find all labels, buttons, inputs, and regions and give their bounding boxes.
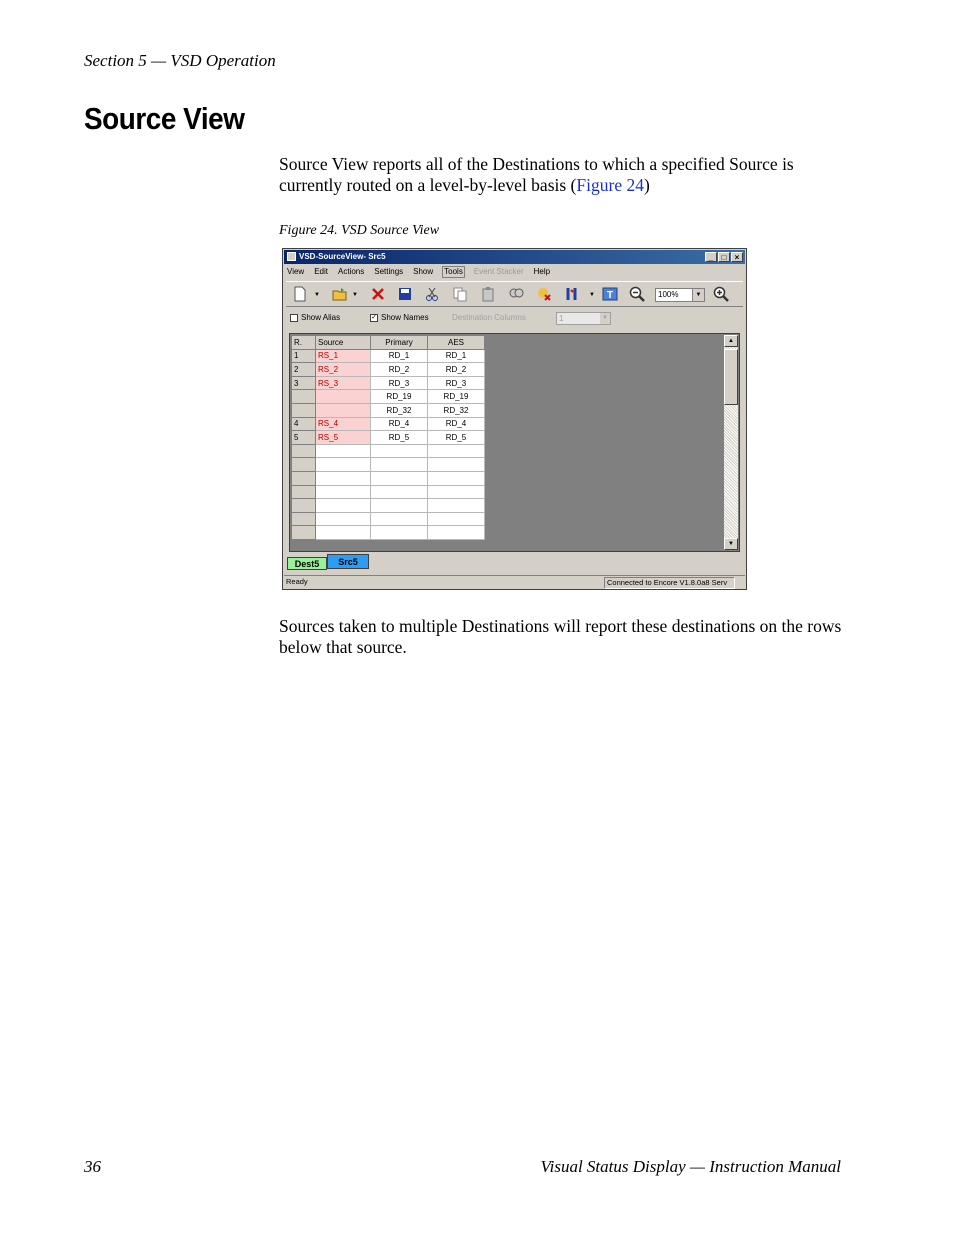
chevron-down-icon: ▼: [692, 289, 704, 301]
empty-cell[interactable]: [316, 512, 371, 526]
status-bar: [284, 575, 745, 588]
text-icon[interactable]: [602, 286, 618, 302]
empty-row: [292, 499, 485, 513]
tools-icon[interactable]: [564, 286, 580, 302]
source-cell[interactable]: RS_1: [316, 349, 371, 363]
show-alias-box[interactable]: [290, 314, 298, 322]
empty-cell[interactable]: [316, 458, 371, 472]
empty-cell[interactable]: [371, 499, 428, 513]
vsd-source-view-window: [282, 248, 747, 590]
empty-cell[interactable]: [316, 485, 371, 499]
table-row: [292, 363, 485, 377]
primary-cell[interactable]: RD_19: [371, 390, 428, 404]
empty-cell[interactable]: [292, 458, 316, 472]
chevron-down-icon: ▼: [600, 313, 610, 324]
menu-actions[interactable]: Actions: [338, 267, 365, 276]
source-cell[interactable]: RS_4: [316, 417, 371, 431]
empty-cell[interactable]: [428, 499, 485, 513]
menu-tools[interactable]: Tools: [444, 267, 463, 276]
save-icon[interactable]: [397, 286, 413, 302]
header-source[interactable]: Source: [316, 336, 371, 350]
app-icon: [287, 252, 296, 261]
empty-cell[interactable]: [292, 526, 316, 540]
empty-cell[interactable]: [371, 444, 428, 458]
empty-cell[interactable]: [428, 512, 485, 526]
menu-edit[interactable]: Edit: [314, 267, 328, 276]
destination-columns-value: 1: [559, 314, 564, 323]
empty-cell[interactable]: [371, 458, 428, 472]
menu-event-stacker: Event Stacker: [473, 267, 524, 276]
empty-row: [292, 458, 485, 472]
show-names-box[interactable]: ✓: [371, 313, 377, 321]
intro-paragraph: [279, 154, 849, 196]
row-number-cell: 4: [292, 417, 316, 431]
source-cell[interactable]: [316, 390, 371, 404]
empty-row: [292, 512, 485, 526]
intro-text: Source View reports all of the Destinations to which a specified Source is currently routed on a level-by-level basis (: [279, 154, 794, 195]
empty-row: [292, 526, 485, 540]
row-number-cell: 2: [292, 363, 316, 377]
close-button[interactable]: ×: [731, 252, 743, 262]
open-dropdown-icon[interactable]: ▼: [352, 292, 358, 298]
zoom-select[interactable]: [655, 288, 705, 302]
primary-cell[interactable]: RD_3: [371, 376, 428, 390]
empty-cell[interactable]: [371, 485, 428, 499]
delete-icon[interactable]: [370, 286, 386, 302]
grid-area: [289, 333, 740, 552]
scroll-up-icon[interactable]: ▲: [724, 335, 738, 347]
row-number-cell: [292, 390, 316, 404]
menu-settings[interactable]: Settings: [374, 267, 404, 276]
new-file-icon[interactable]: [292, 286, 308, 302]
source-cell[interactable]: RS_5: [316, 431, 371, 445]
empty-cell[interactable]: [316, 471, 371, 485]
empty-cell[interactable]: [428, 444, 485, 458]
show-alias-label: Show Alias: [301, 313, 341, 322]
page-number: 36: [84, 1157, 101, 1176]
empty-cell[interactable]: [428, 471, 485, 485]
empty-cell[interactable]: [316, 444, 371, 458]
empty-cell[interactable]: [292, 485, 316, 499]
primary-cell[interactable]: RD_2: [371, 363, 428, 377]
destination-columns-label: Destination Columns: [452, 313, 526, 322]
menu-view[interactable]: View: [287, 267, 305, 276]
minimize-button[interactable]: _: [705, 252, 717, 262]
show-alias-checkbox[interactable]: [290, 313, 340, 322]
source-view-grid: [291, 335, 485, 540]
empty-cell[interactable]: [292, 471, 316, 485]
primary-cell[interactable]: RD_32: [371, 403, 428, 417]
maximize-button[interactable]: □: [718, 252, 730, 262]
zoom-out-icon[interactable]: [629, 286, 645, 302]
empty-row: [292, 485, 485, 499]
options-bar: [286, 309, 743, 326]
primary-cell[interactable]: RD_4: [371, 417, 428, 431]
copy-icon[interactable]: [452, 286, 468, 302]
clear-icon[interactable]: [536, 286, 552, 302]
row-number-cell: [292, 403, 316, 417]
tools-dropdown-icon[interactable]: ▼: [589, 292, 595, 298]
scroll-down-icon[interactable]: ▼: [724, 538, 738, 550]
menu-bar: [286, 266, 743, 278]
aes-cell[interactable]: RD_2: [428, 363, 485, 377]
manual-title: Visual Status Display — Instruction Manual: [540, 1157, 841, 1176]
menu-show[interactable]: Show: [413, 267, 434, 276]
tab-src5[interactable]: Src5: [327, 554, 369, 569]
primary-cell[interactable]: RD_5: [371, 431, 428, 445]
grid-header-row: [292, 336, 485, 350]
svg-text:T: T: [607, 290, 614, 301]
table-row: [292, 403, 485, 417]
status-connection: Connected to Encore V1.8.0a8 Serv: [604, 577, 735, 589]
section-header: Section 5 — VSD Operation: [84, 51, 276, 70]
figure-caption: Figure 24. VSD Source View: [279, 223, 440, 238]
vertical-scrollbar[interactable]: [724, 335, 738, 550]
empty-cell[interactable]: [292, 512, 316, 526]
outro-paragraph: Sources taken to multiple Destinations will report these destinations on the rows below that source.: [279, 616, 842, 657]
aes-cell[interactable]: RD_5: [428, 431, 485, 445]
primary-cell[interactable]: RD_1: [371, 349, 428, 363]
empty-cell[interactable]: [316, 499, 371, 513]
empty-cell[interactable]: [292, 499, 316, 513]
table-row: [292, 431, 485, 445]
row-number-cell: 3: [292, 376, 316, 390]
aes-cell[interactable]: RD_3: [428, 376, 485, 390]
new-dropdown-icon[interactable]: ▼: [314, 292, 320, 298]
table-row: [292, 417, 485, 431]
row-number-cell: 1: [292, 349, 316, 363]
header-aes[interactable]: AES: [428, 336, 485, 350]
empty-cell[interactable]: [371, 526, 428, 540]
paste-icon[interactable]: [480, 286, 496, 302]
find-icon[interactable]: [508, 286, 524, 302]
window-titlebar[interactable]: [284, 250, 745, 264]
open-folder-icon[interactable]: [332, 286, 348, 302]
zoom-in-icon[interactable]: [713, 286, 729, 302]
show-names-label: Show Names: [381, 313, 429, 322]
figure-24-link[interactable]: Figure 24: [576, 175, 644, 195]
aes-cell[interactable]: RD_19: [428, 390, 485, 404]
table-row: [292, 349, 485, 363]
toolbar: [286, 281, 743, 307]
table-row: [292, 390, 485, 404]
aes-cell[interactable]: RD_4: [428, 417, 485, 431]
row-number-cell: 5: [292, 431, 316, 445]
empty-cell[interactable]: [316, 526, 371, 540]
cut-icon[interactable]: [424, 286, 440, 302]
source-cell[interactable]: RS_2: [316, 363, 371, 377]
header-row-number[interactable]: R.: [292, 336, 316, 350]
source-cell[interactable]: RS_3: [316, 376, 371, 390]
empty-cell[interactable]: [371, 512, 428, 526]
intro-after: ): [643, 175, 650, 195]
empty-cell[interactable]: [428, 526, 485, 540]
destination-columns-select: [556, 312, 611, 325]
aes-cell[interactable]: RD_1: [428, 349, 485, 363]
table-row: [292, 376, 485, 390]
aes-cell[interactable]: RD_32: [428, 403, 485, 417]
menu-help[interactable]: Help: [533, 267, 551, 276]
show-names-checkbox[interactable]: [370, 313, 429, 322]
empty-row: [292, 444, 485, 458]
empty-cell[interactable]: [428, 485, 485, 499]
window-title: VSD-SourceView- Src5: [299, 252, 386, 261]
status-ready: Ready: [286, 577, 308, 586]
empty-cell[interactable]: [428, 458, 485, 472]
tab-dest5[interactable]: Dest5: [287, 557, 327, 570]
scroll-thumb[interactable]: [724, 349, 738, 405]
empty-row: [292, 471, 485, 485]
source-cell[interactable]: [316, 403, 371, 417]
page-title: Source View: [84, 101, 245, 136]
zoom-value: 100%: [658, 290, 679, 299]
empty-cell[interactable]: [371, 471, 428, 485]
header-primary[interactable]: Primary: [371, 336, 428, 350]
empty-cell[interactable]: [292, 444, 316, 458]
